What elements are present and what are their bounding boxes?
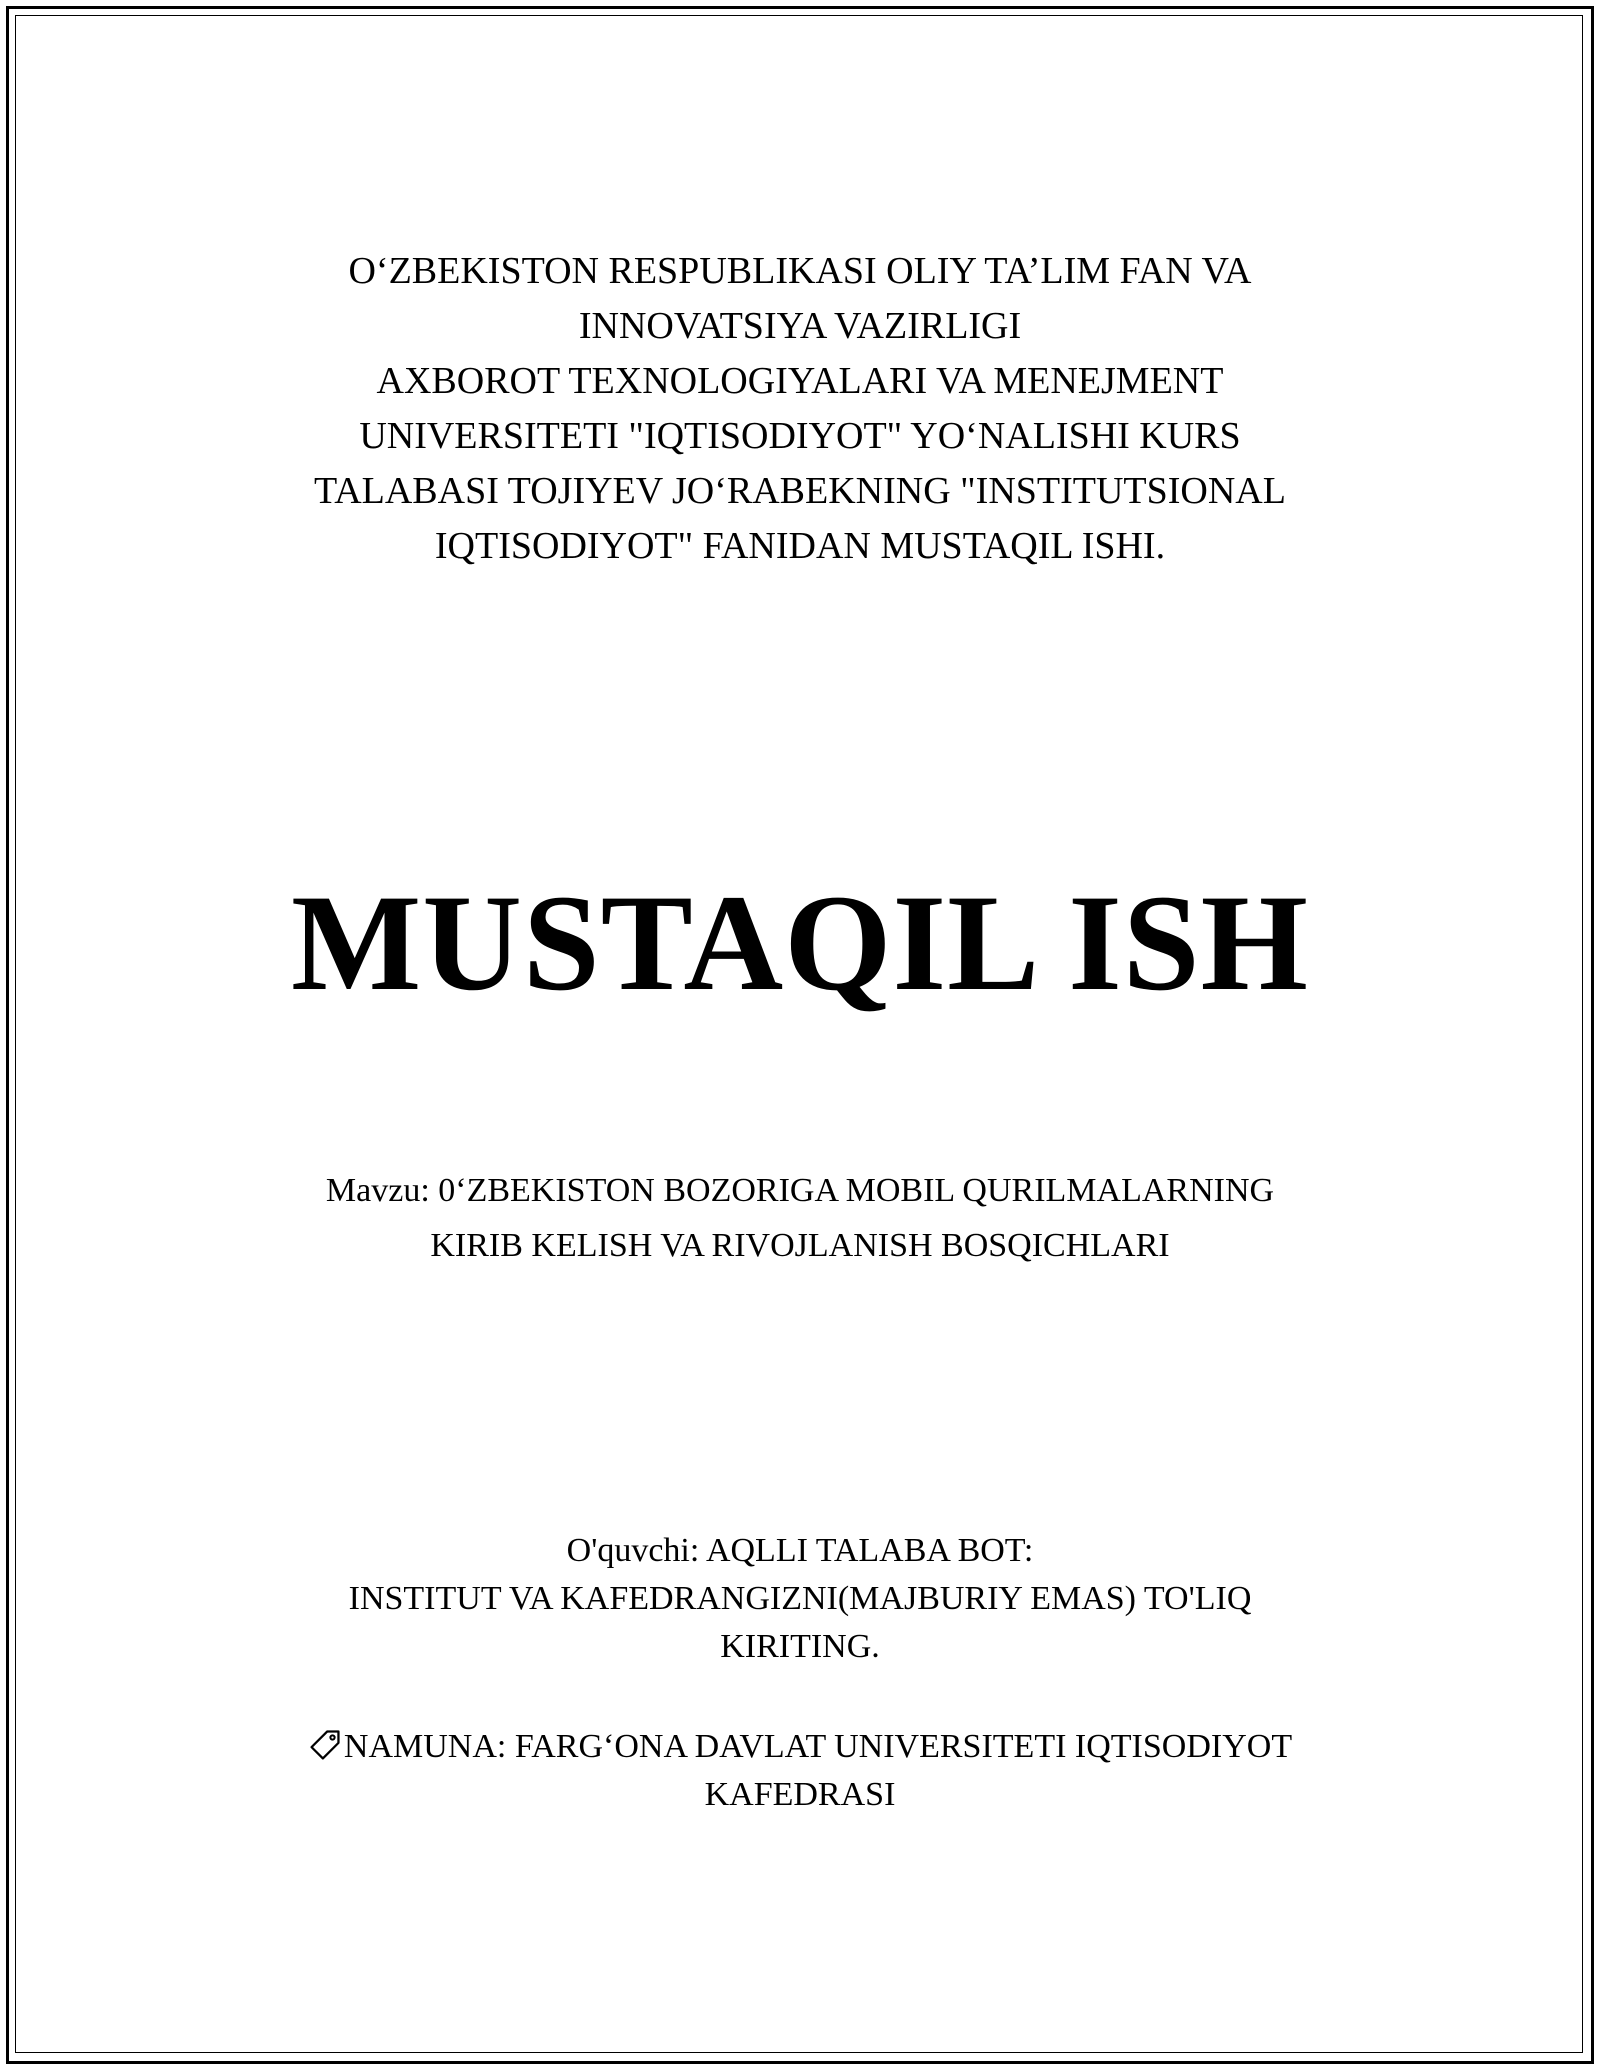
tag-icon — [308, 1728, 342, 1762]
student-line: KIRITING. — [720, 1628, 880, 1665]
sample-text: NAMUNA: FARG‘ONA DAVLAT UNIVERSITETI IQTISODIYOT — [343, 1728, 1293, 1765]
sample-line — [0, 1723, 1600, 1771]
header-block — [0, 244, 1600, 574]
student-block — [0, 1527, 1600, 1671]
sample-line: KAFEDRASI — [704, 1776, 896, 1813]
header-line: IQTISODIYOT" FANIDAN MUSTAQIL ISHI. — [434, 525, 1166, 567]
header-line: TALABASI TOJIYEV JO‘RABEKNING "INSTITUTSIONAL — [314, 470, 1286, 512]
document-title: MUSTAQIL ISH — [291, 866, 1309, 1019]
student-line: INSTITUT VA KAFEDRANGIZNI(MAJBURIY EMAS) TO'LIQ — [348, 1580, 1252, 1617]
topic-line: KIRIB KELISH VA RIVOJLANISH BOSQICHLARI — [430, 1227, 1170, 1264]
topic-block — [0, 1163, 1600, 1273]
header-line: UNIVERSITETI "IQTISODIYOT" YO‘NALISHI KURS — [359, 415, 1241, 457]
student-line: O'quvchi: AQLLI TALABA BOT: — [566, 1532, 1034, 1569]
topic-line: Mavzu: 0‘ZBEKISTON BOZORIGA MOBIL QURILMALARNING — [325, 1172, 1275, 1209]
header-line: AXBOROT TEXNOLOGIYALARI VA MENEJMENT — [376, 360, 1224, 402]
sample-block — [0, 1723, 1600, 1819]
header-line: INNOVATSIYA VAZIRLIGI — [578, 305, 1022, 347]
header-line: O‘ZBEKISTON RESPUBLIKASI OLIY TA’LIM FAN VA — [348, 250, 1252, 292]
